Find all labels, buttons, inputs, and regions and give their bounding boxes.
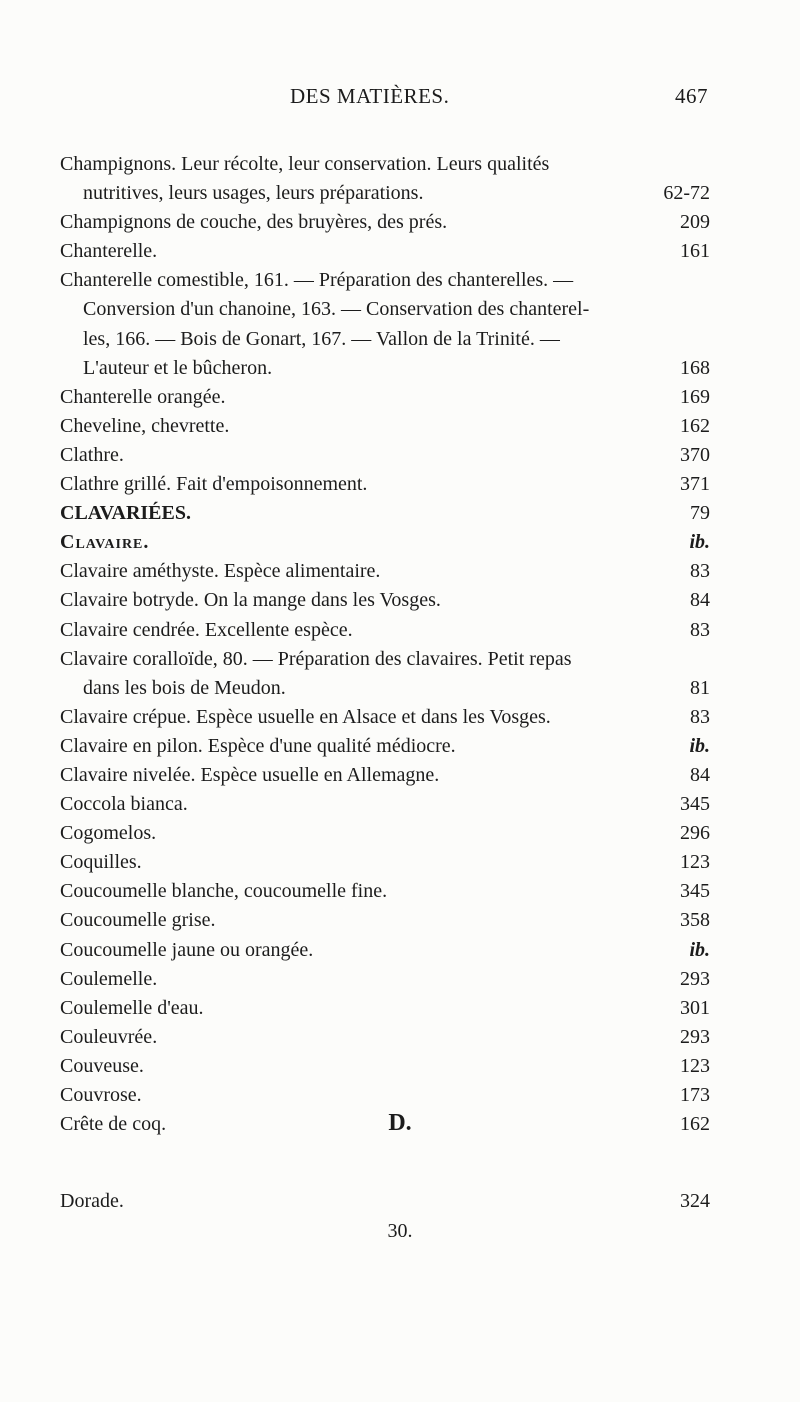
entry-page: 296 [680, 822, 710, 845]
entry-line [60, 1081, 710, 1110]
entry-text: Clavaire cendrée. Excellente espèce. [60, 618, 353, 641]
entry-text: nutritives, leurs usages, leurs préparations. [83, 182, 424, 205]
entry-term: Dorade. [60, 1190, 124, 1212]
entry-page: 84 [690, 589, 710, 612]
entry-page: ib. [689, 734, 710, 757]
entry-text: Cheveline, chevrette. [60, 414, 230, 437]
index-entry [60, 383, 710, 412]
index-entry [60, 965, 710, 994]
index-entry [60, 441, 710, 470]
index-entry [60, 906, 710, 935]
entry-page: 83 [690, 560, 710, 583]
entry-line [60, 470, 710, 499]
entry-line [60, 703, 710, 732]
index-entry [60, 266, 710, 382]
entry-line [60, 1023, 710, 1052]
entry-page: 371 [680, 473, 710, 496]
entry-line [60, 586, 710, 615]
index-entry [60, 557, 710, 586]
entry-text: Clavaire améthyste. Espèce alimentaire. [60, 560, 381, 583]
index-entry [60, 1081, 710, 1110]
entry-line [60, 179, 710, 208]
index-entry [60, 790, 710, 819]
index-entry-dorade [60, 1190, 710, 1220]
entry-text: Couveuse. [60, 1054, 144, 1077]
entry-page: 162 [680, 414, 710, 437]
entry-text: Clavaire crépue. Espèce usuelle en Alsace et dans les Vosges. [60, 705, 551, 728]
entry-line [60, 1052, 710, 1081]
entry-line [60, 877, 710, 906]
entry-text: dans les bois de Meudon. [83, 676, 286, 699]
section-letter: D. [388, 1110, 412, 1136]
entry-line [60, 295, 710, 324]
index-entry [60, 1052, 710, 1081]
index-entry [60, 528, 710, 557]
entry-text: Chanterelle. [60, 240, 158, 263]
entry-line [60, 761, 710, 790]
entry-page: 345 [680, 880, 710, 903]
entry-line [60, 412, 710, 441]
entry-line [60, 674, 710, 703]
entry-text: Chanterelle comestible, 161. — Préparation des chanterelles. — [60, 269, 574, 292]
entry-text: Coucoumelle blanche, coucoumelle fine. [60, 880, 388, 903]
index-entry [60, 237, 710, 266]
entry-text: Crête de coq. [60, 1113, 167, 1136]
index-entry [60, 732, 710, 761]
entry-line [60, 354, 710, 383]
index-entry [60, 499, 710, 528]
entry-line [60, 383, 710, 412]
entry-text: Coucoumelle jaune ou orangée. [60, 938, 314, 961]
entry-line [60, 645, 710, 674]
entry-line [60, 499, 710, 528]
entry-text: CLAVARIÉES. [60, 502, 191, 525]
entry-page: 123 [680, 851, 710, 874]
index-entry [60, 877, 710, 906]
entry-page: 83 [690, 705, 710, 728]
entry-page: 173 [680, 1084, 710, 1106]
index-entry [60, 848, 710, 877]
entry-text: Conversion d'un chanoine, 163. — Conservation des chanterel- [83, 298, 590, 321]
entry-line [60, 848, 710, 877]
entry-line [60, 557, 710, 586]
entry-text: Clathre grillé. Fait d'empoisonnement. [60, 473, 368, 496]
entry-line [60, 790, 710, 819]
entry-page: 358 [680, 909, 710, 932]
entry-text: Chanterelle orangée. [60, 385, 226, 408]
entry-line [60, 906, 710, 935]
entry-line [60, 616, 710, 645]
entry-page: 81 [690, 676, 710, 699]
entry-page: 324 [680, 1190, 710, 1212]
index-entry [60, 412, 710, 441]
entry-page: 293 [680, 967, 710, 990]
entry-line [60, 732, 710, 761]
entry-page: 169 [680, 385, 710, 408]
entry-text: Coulemelle. [60, 967, 158, 990]
entry-text: Coulemelle d'eau. [60, 996, 204, 1019]
index-entry [60, 586, 710, 615]
entry-page: ib. [689, 938, 710, 961]
entry-page: 345 [680, 793, 710, 816]
entry-text: Champignons de couche, des bruyères, des prés. [60, 211, 448, 234]
signature-mark: 30. [387, 1220, 413, 1242]
entry-text: Coucoumelle grise. [60, 909, 216, 932]
entry-line [60, 965, 710, 994]
entry-text: Clavaire botryde. On la mange dans les Vosges. [60, 589, 441, 612]
entry-text: Clavaire en pilon. Espèce d'une qualité médiocre. [60, 734, 456, 757]
entry-page: 370 [680, 443, 710, 466]
index-entry [60, 616, 710, 645]
entry-text: Couvrose. [60, 1084, 142, 1106]
entry-page: 84 [690, 763, 710, 786]
entry-page: 161 [680, 240, 710, 263]
entry-page: ib. [689, 531, 710, 554]
header-page-number: 467 [675, 84, 708, 108]
entry-text: Clathre. [60, 443, 124, 466]
entry-line [60, 150, 710, 179]
entry-text: les, 166. — Bois de Gonart, 167. — Vallon de la Trinité. — [83, 327, 560, 350]
entry-page: 209 [680, 211, 710, 234]
index-entry [60, 645, 710, 703]
entry-line [60, 325, 710, 354]
entry-page: 79 [690, 502, 710, 525]
index-entry [60, 761, 710, 790]
entry-text: Couleuvrée. [60, 1025, 158, 1048]
index-entry [60, 994, 710, 1023]
entry-line [60, 208, 710, 237]
entry-text: Coccola bianca. [60, 793, 188, 816]
entry-page: 83 [690, 618, 710, 641]
index-entry [60, 703, 710, 732]
entry-line [60, 528, 710, 557]
entry-text: Clavaire coralloïde, 80. — Préparation des clavaires. Petit repas [60, 647, 572, 670]
entry-text: Clavaire nivelée. Espèce usuelle en Allemagne. [60, 763, 440, 786]
entry-line [60, 237, 710, 266]
index-entries [60, 150, 710, 1139]
entry-line [60, 994, 710, 1023]
header-title: DES MATIÈRES. [290, 84, 450, 108]
entry-text: Coquilles. [60, 851, 142, 874]
index-entry [60, 819, 710, 848]
entry-line [60, 819, 710, 848]
entry-page: 168 [680, 356, 710, 379]
entry-line [60, 441, 710, 470]
entry-text: Clavaire. [60, 531, 150, 554]
entry-page: 293 [680, 1025, 710, 1048]
index-entry [60, 936, 710, 965]
running-header [60, 84, 710, 114]
entry-text: Champignons. Leur récolte, leur conservation. Leurs qualités [60, 153, 550, 175]
entry-text: Cogomelos. [60, 822, 157, 845]
entry-page: 162 [680, 1113, 710, 1136]
index-entry [60, 1023, 710, 1052]
index-entry [60, 208, 710, 237]
entry-page: 123 [680, 1054, 710, 1077]
index-entry [60, 150, 710, 208]
entry-page: 62-72 [663, 182, 710, 205]
entry-text: L'auteur et le bûcheron. [83, 356, 273, 379]
entry-line [60, 266, 710, 295]
entry-page: 301 [680, 996, 710, 1019]
index-entry [60, 470, 710, 499]
entry-line [60, 936, 710, 965]
